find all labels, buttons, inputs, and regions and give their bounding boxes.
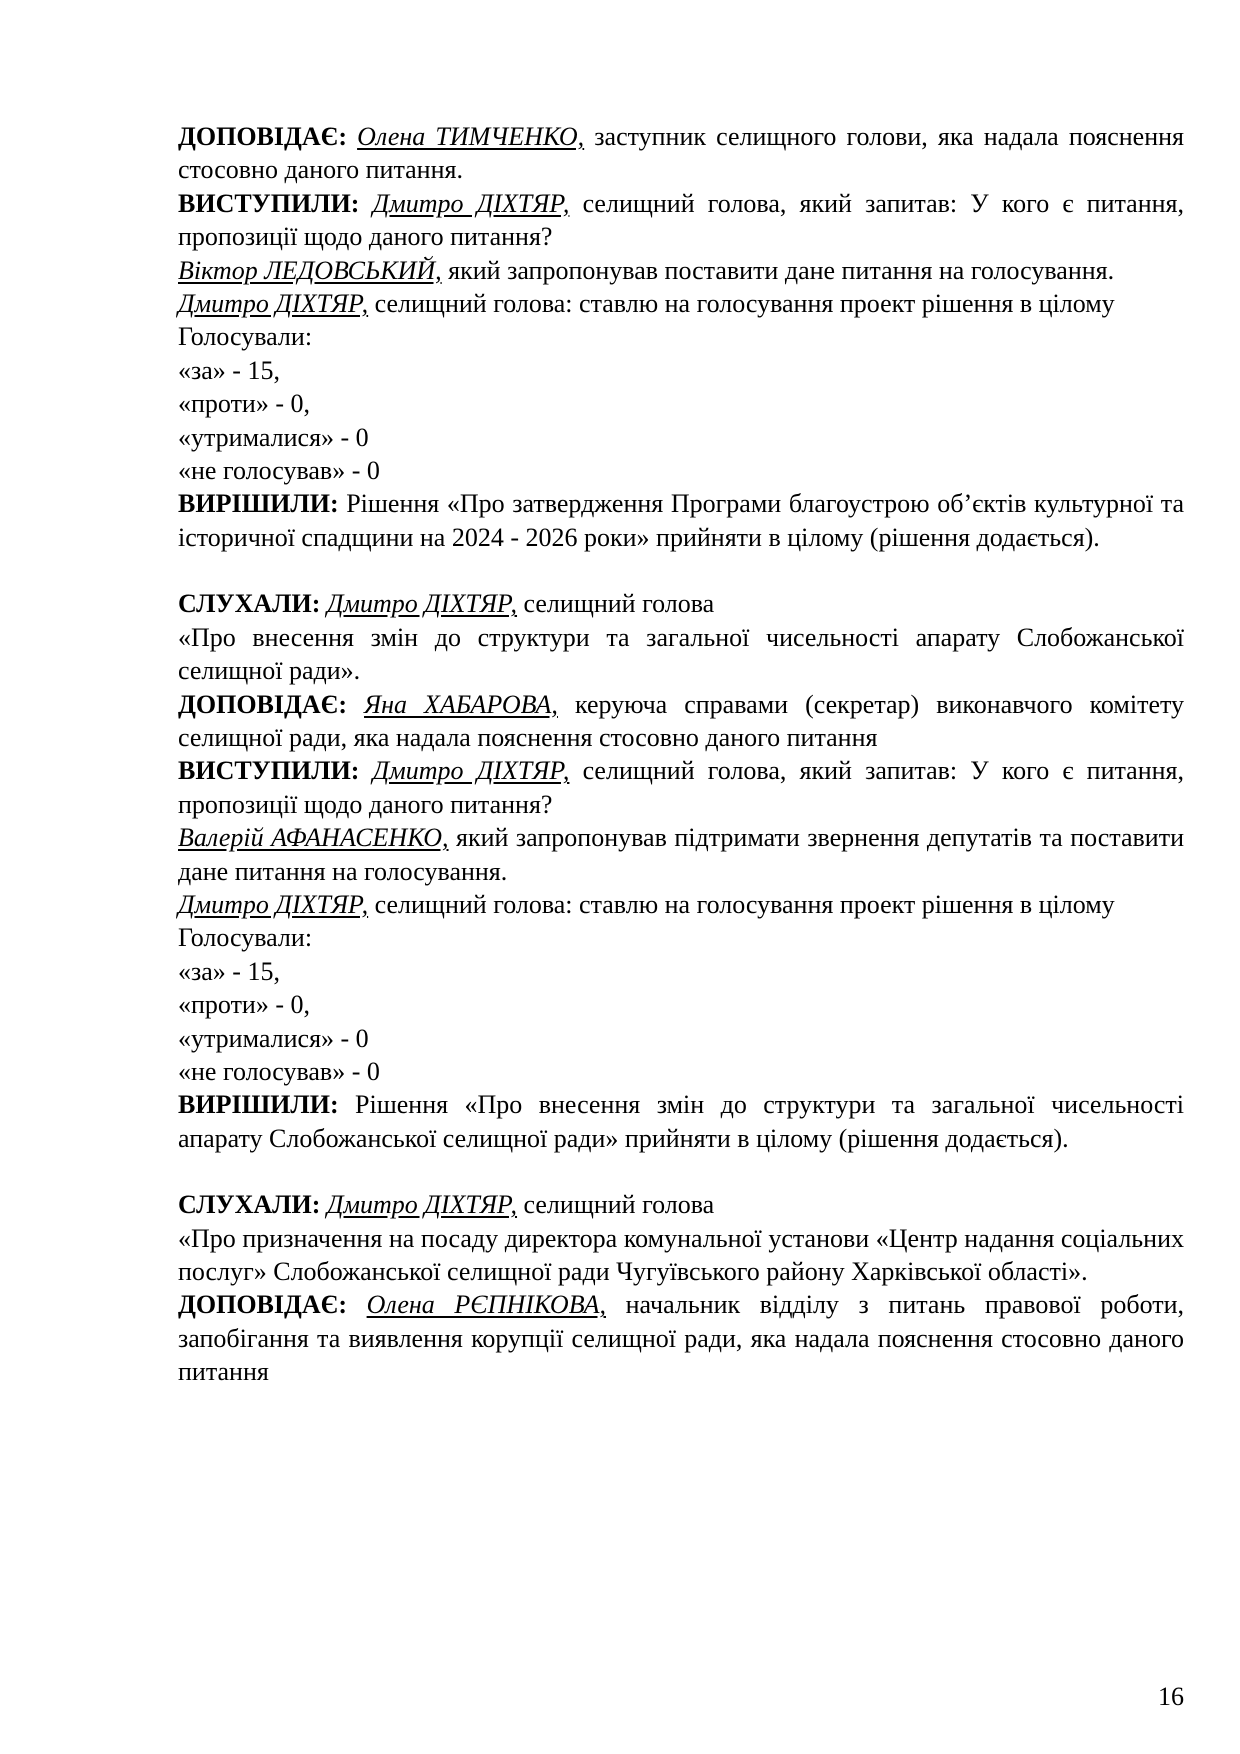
paragraph-text: «Про призначення на посаду директора комунальної установи «Центр надання соціальних послуг» Слобожанської селищної ради Чугуївського району Харківської області». <box>178 1223 1184 1286</box>
paragraph <box>178 387 1184 420</box>
person-name: Дмитро ДІХТЯР, <box>326 589 518 619</box>
section-label: ДОПОВІДАЄ: <box>178 1290 367 1320</box>
section-spacer <box>178 1155 1184 1188</box>
paragraph <box>178 988 1184 1021</box>
paragraph-text: селищний голова <box>517 589 715 619</box>
section-label: СЛУХАЛИ: <box>178 1190 327 1220</box>
person-name: Дмитро ДІХТЯР, <box>178 889 369 919</box>
section-label: ВИРІШИЛИ: <box>178 1090 356 1120</box>
paragraph-text: селищний голова: ставлю на голосування проект рішення в цілому <box>368 289 1115 319</box>
section-label: ДОПОВІДАЄ: <box>178 122 358 151</box>
paragraph <box>178 688 1184 755</box>
person-name: Яна ХАБАРОВА, <box>364 689 558 719</box>
paragraph <box>178 1022 1184 1055</box>
paragraph-text: «утрималися» - 0 <box>178 422 369 452</box>
paragraph <box>178 421 1184 454</box>
paragraph <box>178 454 1184 487</box>
person-name: Дмитро ДІХТЯР, <box>372 188 570 218</box>
paragraph <box>178 487 1184 554</box>
paragraph-text: «утрималися» - 0 <box>178 1023 369 1053</box>
paragraph-text: який запропонував підтримати звернення депутатів та поставити дане питання на голосування. <box>178 823 1184 886</box>
paragraph <box>178 120 1184 187</box>
paragraph <box>178 1188 1184 1221</box>
person-name: Олена РЄПНІКОВА, <box>366 1290 606 1320</box>
paragraph <box>178 821 1184 888</box>
person-name: Дмитро ДІХТЯР, <box>178 289 369 319</box>
paragraph-text: заступник селищного голови, яка надала пояснення стосовно даного питання. <box>178 122 1184 185</box>
section-label: СЛУХАЛИ: <box>178 589 327 619</box>
paragraph-text: Рішення «Про затвердження Програми благоустрою об’єктів культурної та історичної спадщини на 2024 - 2026 роки» прийняти в цілому (рішення додається). <box>178 489 1184 552</box>
paragraph <box>178 1055 1184 1088</box>
section-spacer <box>178 554 1184 587</box>
document-body <box>178 120 1184 1389</box>
paragraph-text: керуюча справами (секретар) виконавчого комітету селищної ради, яка надала пояснення стосовно даного питання <box>178 689 1185 752</box>
section-label: ВИРІШИЛИ: <box>178 489 347 519</box>
paragraph <box>178 354 1184 387</box>
paragraph-text: селищний голова, який запитав: У кого є питання, пропозиції щодо даного питання? <box>178 188 1184 252</box>
paragraph-text: Рішення «Про внесення змін до структури та загальної чисельності апарату Слобожанської селищної ради» прийняти в цілому (рішення додається). <box>178 1090 1184 1153</box>
paragraph-text: «Про внесення змін до структури та загальної чисельності апарату Слобожанської селищної ради». <box>178 622 1184 686</box>
section-label: ВИСТУПИЛИ: <box>178 756 373 786</box>
paragraph <box>178 754 1184 821</box>
person-name: Дмитро ДІХТЯР, <box>372 756 570 786</box>
paragraph <box>178 587 1184 620</box>
paragraph <box>178 921 1184 954</box>
paragraph <box>178 254 1184 287</box>
page-number: 16 <box>1158 1682 1184 1711</box>
person-name: Валерій АФАНАСЕНКО, <box>178 823 449 853</box>
person-name: Віктор ЛЕДОВСЬКИЙ, <box>178 255 442 285</box>
person-name: Дмитро ДІХТЯР, <box>326 1190 518 1220</box>
paragraph-text: Голосували: <box>178 923 313 953</box>
paragraph <box>178 888 1184 921</box>
section-label: ВИСТУПИЛИ: <box>178 188 373 218</box>
paragraph-text: «не голосував» - 0 <box>178 456 380 486</box>
paragraph-text: начальник відділу з питань правової роботи, запобігання та виявлення корупції селищної ради, яка надала пояснення стосовно даного питання <box>178 1290 1184 1387</box>
person-name: Олена ТИМЧЕНКО, <box>357 122 585 151</box>
paragraph <box>178 1222 1184 1289</box>
paragraph-text: селищний голова <box>517 1190 715 1220</box>
paragraph <box>178 1088 1184 1155</box>
paragraph-text: який запропонував поставити дане питання на голосування. <box>441 255 1115 285</box>
paragraph-text: «не голосував» - 0 <box>178 1056 380 1086</box>
section-label: ДОПОВІДАЄ: <box>178 689 365 719</box>
paragraph-text: селищний голова: ставлю на голосування проект рішення в цілому <box>368 889 1115 919</box>
paragraph-text: Голосували: <box>178 322 313 352</box>
paragraph <box>178 320 1184 353</box>
paragraph-text: «проти» - 0, <box>178 990 311 1020</box>
paragraph-text: «за» - 15, <box>178 956 280 986</box>
paragraph <box>178 621 1184 688</box>
paragraph-text: селищний голова, який запитав: У кого є питання, пропозиції щодо даного питання? <box>178 756 1184 819</box>
paragraph <box>178 187 1184 254</box>
paragraph <box>178 955 1184 988</box>
paragraph <box>178 1288 1184 1388</box>
paragraph-text: «за» - 15, <box>178 355 280 385</box>
paragraph <box>178 287 1184 320</box>
paragraph-text: «проти» - 0, <box>178 389 311 419</box>
